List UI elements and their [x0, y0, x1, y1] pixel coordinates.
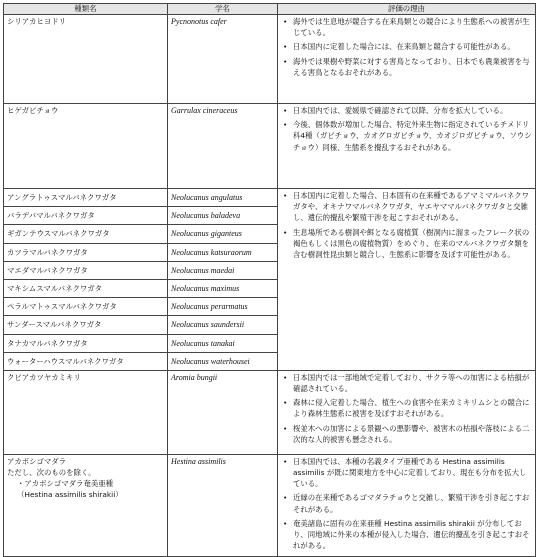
species-name: マキシムスマルバネクワガタ — [4, 280, 167, 298]
reason-item: • 日本国内では、愛媛県で確認されて以降、分布を拡大している。 — [281, 105, 532, 116]
reason-cell — [278, 15, 536, 104]
species-name: アングラトゥスマルバネクワガタ — [4, 189, 167, 207]
scientific-name: Neolucanus saundersii — [168, 316, 277, 334]
species-name-group-cell — [4, 189, 168, 371]
species-name: カツラマルバネクワガタ — [4, 244, 167, 262]
species-name: クビアカツヤカミキリ — [7, 372, 81, 382]
excluded-subspecies: ・アカボシゴマダラ奄美亜種 — [17, 479, 114, 489]
scientific-name: Neolucanus maedai — [168, 262, 277, 280]
header-scientific-name: 学名 — [168, 4, 278, 15]
reason-item: • 日本国内では一部地域で定着しており、サクラ等への加害による枯損が確認されている。 — [281, 372, 532, 394]
table-row — [4, 189, 536, 371]
species-exclusion-note: ただし、次のものを除く。 — [7, 468, 96, 478]
reason-cell — [278, 104, 536, 189]
reason-item: • 日本国内では、本種の名義タイプ亜種である Hestina assimilis assimilis が既に関東地方を中心に定着しており、現在も分布を拡大している。 — [281, 456, 532, 490]
scientific-name-cell — [168, 370, 278, 454]
reason-list — [281, 372, 532, 445]
scientific-name-group-cell — [168, 189, 278, 371]
species-name-cell — [4, 454, 168, 556]
reason-list — [281, 16, 532, 78]
scientific-name-cell — [168, 104, 278, 189]
species-evaluation-table — [3, 3, 536, 557]
header-evaluation-reason: 評価の理由 — [278, 4, 536, 15]
scientific-name: Hestina assimilis — [171, 456, 226, 466]
reason-list — [281, 190, 532, 260]
species-name: シリアカヒヨドリ — [7, 17, 67, 26]
scientific-name: Neolucanus katsuraorum — [168, 244, 277, 262]
species-name: ウォーターハウスマルバネクワガタ — [7, 356, 124, 366]
reason-list — [281, 105, 532, 153]
species-name: サンダースマルバネクワガタ — [4, 316, 167, 334]
reason-item: • 奄美諸島に固有の在来亜種 Hestina assimilis shirakii が分布しており、同地域に外来の本種が侵入した場合、遺伝的攪乱を引き起こすおそれがある。 — [281, 518, 532, 552]
reason-item: • 桜並木への加害による景観への悪影響や、被害木の枯損や落枝による二次的な人的被害も懸念される。 — [281, 423, 532, 445]
species-name: ヒゲガビチョウ — [7, 106, 59, 115]
reason-item: • 今後、個体数が増加した場合、特定外来生物に指定されているチメドリ科4種（ガビチョウ、カオグロガビチョウ、カオジロガビチョウ、ソウシチョウ）同様、生態系を攪乱するおそれがある。 — [281, 119, 532, 153]
table-row — [4, 15, 536, 104]
reason-list — [281, 456, 532, 552]
reason-item: • 海外では生息地が競合する在来鳥類との競合により生態系への被害が生じている。 — [281, 16, 532, 38]
table-row — [4, 454, 536, 556]
scientific-name-cell — [168, 15, 278, 104]
scientific-name: Neolucanus tanakai — [168, 335, 277, 353]
species-name: ペラルマトゥスマルバネクワガタ — [4, 298, 167, 316]
scientific-name-cell — [168, 454, 278, 556]
scientific-name: Aromia bungii — [171, 372, 218, 382]
species-evaluation-table-page — [3, 3, 535, 551]
species-name-cell — [4, 370, 168, 454]
species-name: バラデバマルバネクワガタ — [4, 207, 167, 225]
reason-item: • 海外では果樹や野菜に対する害鳥となっており、日本でも農業被害を与える害鳥となるおそれがある。 — [281, 56, 532, 78]
scientific-name: Neolucanus maximus — [168, 280, 277, 298]
reason-cell — [278, 370, 536, 454]
scientific-name: Neolucanus baladeva — [168, 207, 277, 225]
species-name: アカボシゴマダラ — [7, 456, 67, 466]
scientific-name: Pycnonotus cafer — [171, 17, 227, 26]
excluded-subspecies-scientific-name: （Hestina assimilis shirakii） — [17, 490, 123, 500]
species-name: マエダマルバネクワガタ — [4, 262, 167, 280]
scientific-name: Neolucanus waterhousei — [171, 356, 250, 366]
table-row — [4, 370, 536, 454]
reason-cell — [278, 189, 536, 371]
species-name-cell — [4, 104, 168, 189]
header-species-name: 種類名 — [4, 4, 168, 15]
scientific-name: Neolucanus giganteus — [168, 225, 277, 243]
species-name: タナカマルバネクワガタ — [4, 335, 167, 353]
reason-item: • 生息場所である樹洞や餌となる腐植質（樹洞内に溜まったフレーク状の褐色もしくは黒色の腐植物質）をめぐり、在来のマルバネクワガタ類を含む樹洞性昆虫類と競合し、生態系に影響を及ぼす可能性がある。 — [281, 227, 532, 261]
scientific-name: Garrulax cineraceus — [171, 106, 238, 115]
header-row — [4, 4, 536, 15]
reason-item: • 近縁の在来種であるゴマダラチョウと交雑し、繁殖干渉を引き起こすおそれがある。 — [281, 492, 532, 514]
reason-item: • 日本国内に定着した場合には、在来鳥類と競合する可能性がある。 — [281, 41, 532, 52]
scientific-name: Neolucanus perarmatus — [168, 298, 277, 316]
scientific-name: Neolucanus angulatus — [168, 189, 277, 207]
reason-item: • 日本国内に定着した場合、日本固有の在来種であるアマミマルバネクワガタや、オキナワマルバネクワガタ、ヤエヤママルバネクワガタと交雑し、遺伝的攪乱や繁殖干渉を起こすおそれがある。 — [281, 190, 532, 224]
species-name-cell — [4, 15, 168, 104]
table-row — [4, 104, 536, 189]
reason-cell — [278, 454, 536, 556]
species-name: ギガンテウスマルバネクワガタ — [4, 225, 167, 243]
reason-item: • 森林に侵入定着した場合、植生への食害や在来カミキリムシとの競合により森林生態系に被害を及ぼすおそれがある。 — [281, 397, 532, 419]
